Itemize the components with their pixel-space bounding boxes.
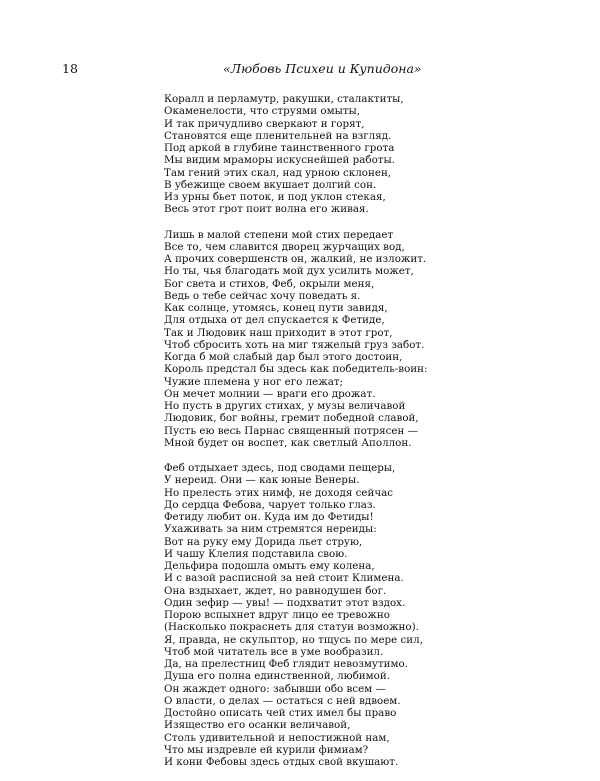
poem-line: Но прелесть этих нимф, не доходя сейчас: [164, 486, 394, 499]
poem-line: Феб отдыхает здесь, под сводами пещеры,: [164, 462, 396, 474]
poem-line: Весь этот грот поит волна его живая.: [164, 203, 369, 216]
poem-line: Достойно описать чей стих имел бы право: [164, 707, 397, 719]
poem-line: Пусть ею весь Парнас священный потрясен —: [164, 424, 418, 437]
poem-line: Мы видим мраморы искуснейшей работы.: [164, 154, 395, 167]
poem-line: О власти, о делах — остаться с ней вдвоем.: [164, 694, 401, 707]
poem-line: И так причудливо сверкают и горят,: [164, 117, 365, 130]
poem-line: Но пусть в других стихах, у музы величавой: [164, 400, 406, 412]
poem-line: Он мечет молнии — враги его дрожат.: [164, 387, 376, 400]
poem-line: Но ты, чья благодать мой дух усилить может,: [164, 265, 414, 278]
poem: [164, 93, 564, 781]
poem-line: Чтоб сбросить хоть на миг тяжелый груз забот.: [164, 338, 425, 351]
poem-line: Дельфира подошла омыть ему колена,: [164, 560, 375, 572]
poem-line: Фетиду любит он. Куда им до Фетиды!: [164, 511, 374, 523]
poem-line: А прочих совершенств он, жалкий, не изложит.: [164, 253, 427, 265]
stanza: [164, 229, 564, 450]
poem-line: Лишь в малой степени мой стих передает: [164, 228, 394, 241]
poem-line: Вот на руку ему Дорида льет струю,: [164, 535, 363, 548]
poem-line: Окаменелости, что струями омыты,: [164, 105, 360, 118]
stanza: [164, 93, 564, 216]
poem-line: Я, правда, не скульптор, но тщусь по мере сил,: [164, 633, 423, 646]
poem-line: Становятся еще пленительней на взгляд.: [164, 129, 392, 142]
poem-line: Коралл и перламутр, ракушки, сталактиты,: [164, 93, 404, 105]
poem-line: Все то, чем славится дворец журчащих вод,: [164, 240, 405, 253]
poem-line: Из урны бьет поток, и под уклон стекая,: [164, 191, 386, 203]
poem-line: Там гений этих скал, над урною склонен,: [164, 166, 392, 179]
poem-line: В убежище своем вкушает долгий сон.: [164, 178, 377, 191]
poem-line: Ведь о тебе сейчас хочу поведать я.: [164, 289, 361, 302]
running-header: «Любовь Психеи и Купидона»: [223, 61, 422, 76]
poem-line: Чтоб мой читатель все в уме вообразил.: [164, 645, 384, 658]
poem-line: Для отдыха от дел спускается к Фетиде,: [164, 314, 385, 327]
poem-line: Ухаживать за ним стремятся нереиды:: [164, 523, 377, 536]
poem-line: Изящество его осанки величавой,: [164, 719, 351, 732]
poem-line: И кони Фебовы здесь отдых свой вкушают.: [164, 756, 399, 768]
poem-line: Что мы издревле ей курили фимиам?: [164, 743, 369, 756]
poem-line: Он жаждет одного: забывши обо всем —: [164, 682, 386, 695]
poem-line: И чашу Клелия подставила свою.: [164, 547, 348, 560]
poem-line: Мной будет он воспет, как светлый Аполлон.: [164, 436, 412, 449]
stanza: [164, 462, 564, 768]
poem-line: И с вазой расписной за ней стоит Климена.: [164, 572, 404, 585]
poem-line: До сердца Фебова, чарует только глаз.: [164, 498, 376, 511]
poem-line: Как солнце, утомясь, конец пути завидя,: [164, 302, 388, 314]
poem-line: Да, на прелестниц Феб глядит невозмутимо.: [164, 658, 408, 670]
page-number: 18: [62, 61, 78, 76]
poem-line: Когда б мой слабый дар был этого достоин,: [164, 351, 403, 363]
poem-line: Один зефир — увы! — подхватит этот вздох.: [164, 596, 406, 609]
poem-line: У нереид. Они — как юные Венеры.: [164, 474, 360, 487]
poem-line: Она вздыхает, ждет, но равнодушен бог.: [164, 584, 387, 597]
poem-line: Порою вспыхнет вдруг лицо ее тревожно: [164, 609, 390, 621]
poem-line: Под аркой в глубине таинственного грота: [164, 142, 395, 154]
poem-line: Душа его полна единственной, любимой.: [164, 670, 391, 683]
poem-line: Король предстал бы здесь как победитель-воин:: [164, 363, 428, 376]
poem-line: Чужие племена у ног его лежат;: [164, 375, 344, 388]
poem-line: Бог света и стихов, Феб, окрыли меня,: [164, 277, 375, 290]
poem-line: Людовик, бог войны, гремит победной славой,: [164, 412, 419, 425]
poem-line: Так и Людовик наш приходит в этот грот,: [164, 326, 393, 339]
poem-line: Столь удивительной и непостижной нам,: [164, 731, 390, 744]
poem-line: (Насколько покраснеть для статуи возможно).: [164, 621, 419, 634]
